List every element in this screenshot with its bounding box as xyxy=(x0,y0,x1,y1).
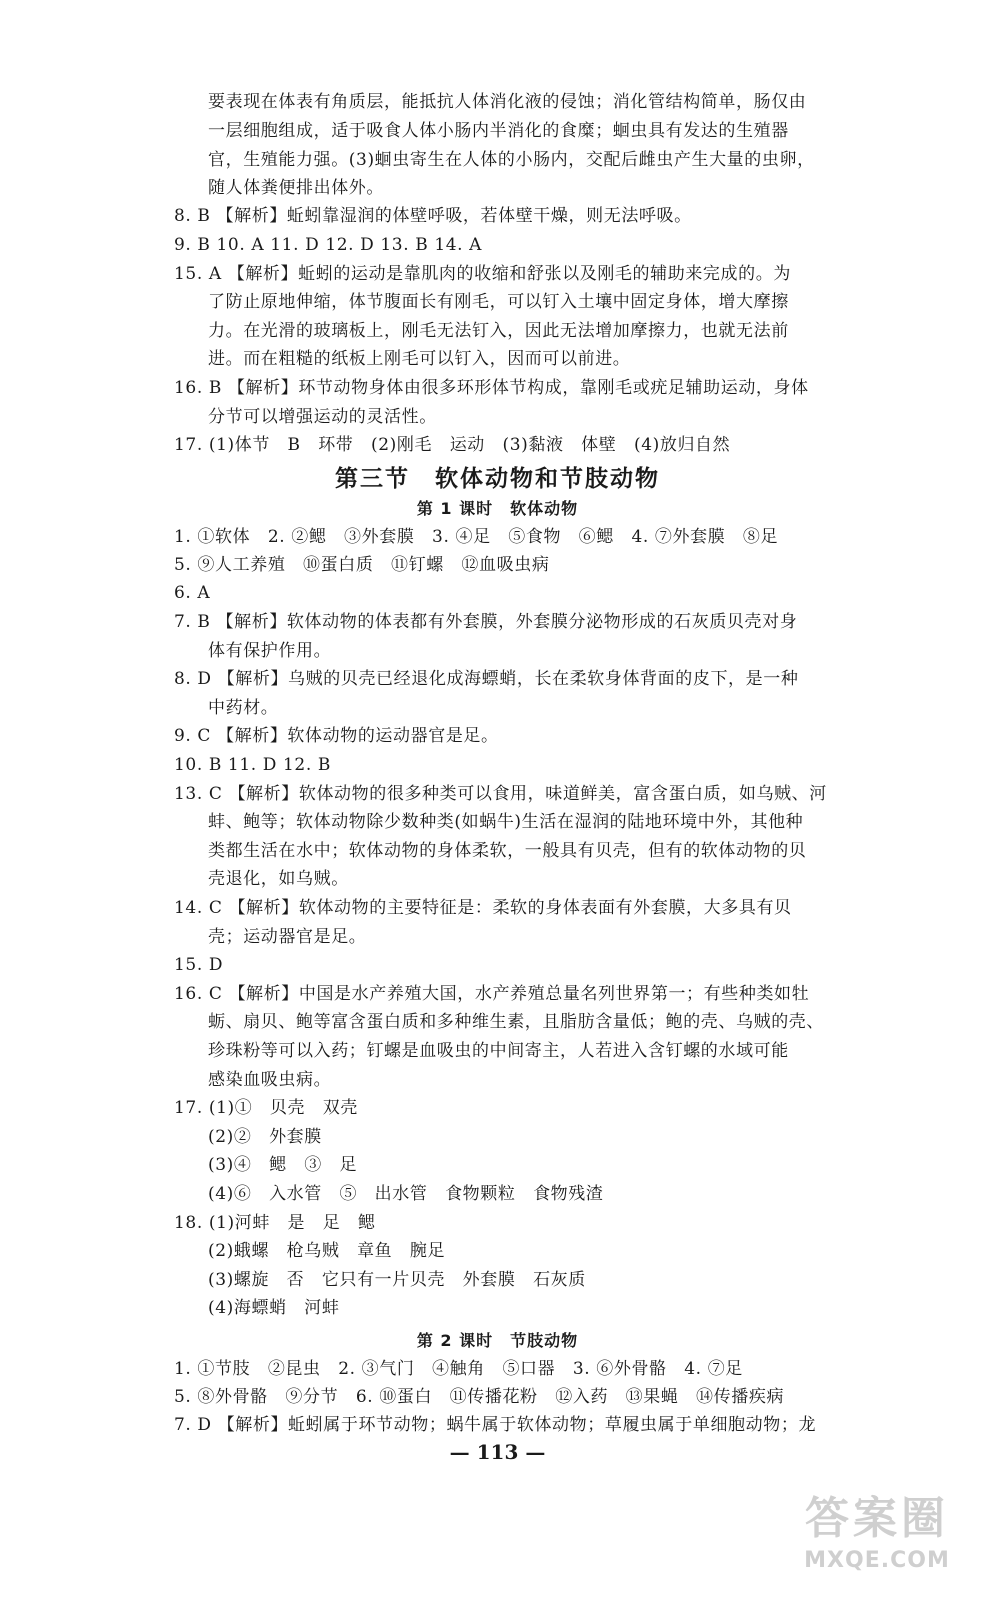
answer-subitem: (2)② 外套膜 xyxy=(208,1127,322,1147)
answer-items-1-4: 1. ①节肢 ②昆虫 2. ③气门 ④触角 ⑤口器 3. ⑥外骨骼 4. ⑦足 xyxy=(174,1359,743,1379)
answer-item-17: 17. (1)① 贝壳 双壳 xyxy=(174,1098,358,1118)
section-title: 第三节 软体动物和节肢动物 xyxy=(335,466,660,492)
answer-text-line: 官，生殖能力强。(3)蛔虫寄生在人体的小肠内，交配后雌虫产生大量的虫卵， xyxy=(208,150,815,170)
lesson-1-title: 第 1 课时 软体动物 xyxy=(416,499,579,518)
answer-text-line: 一层细胞组成，适于吸食人体小肠内半消化的食糜；蛔虫具有发达的生殖器 xyxy=(208,121,789,141)
answer-item-5: 5. ⑨人工养殖 ⑩蛋白质 ⑪钉螺 ⑫血吸虫病 xyxy=(174,555,550,575)
answer-text-line: 感染血吸虫病。 xyxy=(208,1070,332,1090)
answer-item-15: 15. A 【解析】蚯蚓的运动是靠肌肉的收缩和舒张以及刚毛的辅助来完成的。为 xyxy=(174,264,791,284)
answer-items-9-14: 9. B 10. A 11. D 12. D 13. B 14. A xyxy=(174,235,483,255)
answer-item-9: 9. C 【解析】软体动物的运动器官是足。 xyxy=(174,726,499,746)
answer-text-line: 力。在光滑的玻璃板上，刚毛无法钉入，因此无法增加摩擦力，也就无法前 xyxy=(208,321,789,341)
lesson-2-title: 第 2 课时 节肢动物 xyxy=(416,1331,579,1350)
answer-item-14: 14. C 【解析】软体动物的主要特征是：柔软的身体表面有外套膜，大多具有贝 xyxy=(174,898,792,918)
answer-text-line: 要表现在体表有角质层，能抵抗人体消化液的侵蚀；消化管结构简单，肠仅由 xyxy=(208,92,807,112)
answer-items-5-6: 5. ⑧外骨骼 ⑨分节 6. ⑩蛋白 ⑪传播花粉 ⑫入药 ⑬果蝇 ⑭传播疾病 xyxy=(174,1387,785,1407)
answer-subitem: (3)④ 鳃 ③ 足 xyxy=(208,1155,358,1175)
answer-text-line: 类都生活在水中；软体动物的身体柔软，一般具有贝壳，但有的软体动物的贝 xyxy=(208,841,807,861)
answer-item-7: 7. B 【解析】软体动物的体表都有外套膜，外套膜分泌物形成的石灰质贝壳对身 xyxy=(174,612,798,632)
answer-item-13: 13. C 【解析】软体动物的很多种类可以食用，味道鲜美，富含蛋白质，如乌贼、河 xyxy=(174,784,827,804)
answer-text-line: 蛎、扇贝、鲍等富含蛋白质和多种维生素，且脂肪含量低；鲍的壳、乌贼的壳、 xyxy=(208,1012,824,1032)
answer-text-line: 了防止原地伸缩，体节腹面长有刚毛，可以钉入土壤中固定身体，增大摩擦 xyxy=(208,292,789,312)
answer-subitem: (4)海螵蛸 河蚌 xyxy=(208,1298,340,1318)
answer-items-1-4: 1. ①软体 2. ②鳃 ③外套膜 3. ④足 ⑤食物 ⑥鳃 4. ⑦外套膜 ⑧足 xyxy=(174,527,779,547)
answer-text-line: 随人体粪便排出体外。 xyxy=(208,178,384,198)
page-number: — 113 — xyxy=(449,1440,546,1464)
answer-text-line: 中药材。 xyxy=(208,698,279,718)
answer-subitem: (3)螺旋 否 它只有一片贝壳 外套膜 石灰质 xyxy=(208,1270,586,1290)
answer-item-17: 17. (1)体节 B 环带 (2)刚毛 运动 (3)黏液 体壁 (4)放归自然 xyxy=(174,435,731,455)
answer-text-line: 壳；运动器官是足。 xyxy=(208,927,367,947)
answer-item-6: 6. A xyxy=(174,583,211,603)
watermark-logo xyxy=(787,1492,967,1584)
answer-subitem: (4)⑥ 入水管 ⑤ 出水管 食物颗粒 食物残渣 xyxy=(208,1184,604,1204)
watermark-logo-text: 答案圈 xyxy=(805,1493,949,1544)
answer-item-18: 18. (1)河蚌 是 足 鳃 xyxy=(174,1213,376,1233)
answer-text-line: 分节可以增强运动的灵活性。 xyxy=(208,407,437,427)
answer-items-10-12: 10. B 11. D 12. B xyxy=(174,755,331,775)
answer-text-line: 进。而在粗糙的纸板上刚毛可以钉入，因而可以前进。 xyxy=(208,349,631,369)
answer-item-8: 8. D 【解析】乌贼的贝壳已经退化成海螵蛸，长在柔软身体背面的皮下，是一种 xyxy=(174,669,799,689)
answer-item-8: 8. B 【解析】蚯蚓靠湿润的体壁呼吸，若体壁干燥，则无法呼吸。 xyxy=(174,206,692,226)
answer-item-7: 7. D 【解析】蚯蚓属于环节动物；蜗牛属于软体动物；草履虫属于单细胞动物；龙 xyxy=(174,1415,817,1435)
answer-text-line: 体有保护作用。 xyxy=(208,641,332,661)
answer-text-line: 蚌、鲍等；软体动物除少数种类(如蜗牛)生活在湿润的陆地环境中外，其他种 xyxy=(208,812,804,832)
answer-text-line: 珍珠粉等可以入药；钉螺是血吸虫的中间寄主，人若进入含钉螺的水域可能 xyxy=(208,1041,789,1061)
answer-text-line: 壳退化，如乌贼。 xyxy=(208,869,349,889)
answer-subitem: (2)蛾螺 枪乌贼 章鱼 腕足 xyxy=(208,1241,446,1261)
watermark-url: MXQE.COM xyxy=(804,1548,950,1573)
answer-item-16: 16. B 【解析】环节动物身体由很多环形体节构成，靠刚毛或疣足辅助运动，身体 xyxy=(174,378,809,398)
answer-item-15: 15. D xyxy=(174,955,224,975)
answer-item-16: 16. C 【解析】中国是水产养殖大国，水产养殖总量名列世界第一；有些种类如牡 xyxy=(174,984,810,1004)
